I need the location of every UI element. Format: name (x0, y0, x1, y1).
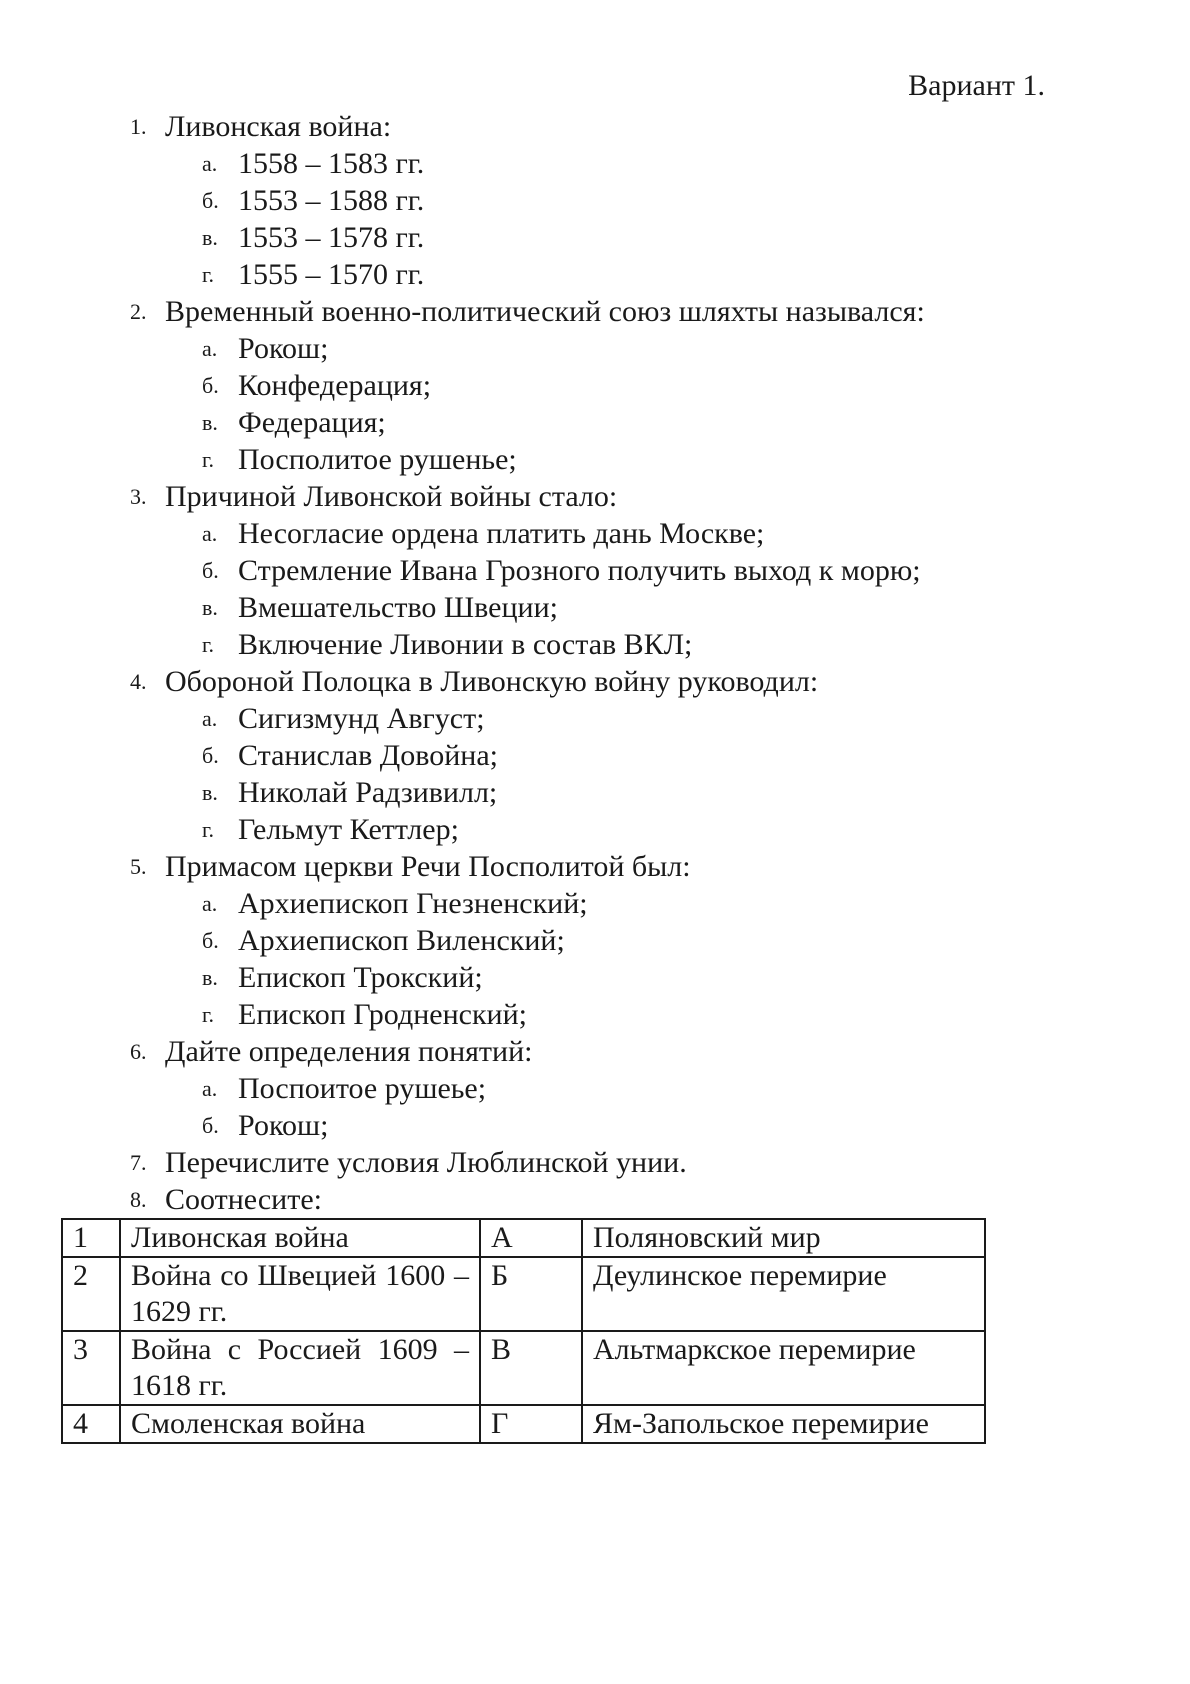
option-2c (0, 404, 1190, 441)
option-letter: в. (202, 780, 218, 805)
matching-table (61, 1218, 986, 1444)
question-text: Соотнесите: (165, 1183, 322, 1216)
option-text: Поспоитое рушеье; (238, 1072, 487, 1105)
result-letter: Г (480, 1405, 582, 1443)
question-number: 4. (130, 669, 147, 694)
option-5d (0, 996, 1190, 1033)
option-text: Вмешательство Швеции; (238, 591, 558, 624)
option-text: Рокош; (238, 1109, 329, 1142)
option-3d (0, 626, 1190, 663)
option-5c (0, 959, 1190, 996)
question-text: Временный военно-политический союз шляхты назывался: (165, 295, 925, 328)
result-letter: В (480, 1331, 582, 1405)
option-1a (0, 145, 1190, 182)
option-letter: в. (202, 965, 218, 990)
question-number: 7. (130, 1150, 147, 1175)
option-text: 1555 – 1570 гг. (238, 258, 425, 291)
option-6b (0, 1107, 1190, 1144)
option-4b (0, 737, 1190, 774)
option-2d (0, 441, 1190, 478)
option-letter: б. (202, 743, 219, 768)
option-text: Включение Ливонии в состав ВКЛ; (238, 628, 693, 661)
variant-title: Вариант 1. (908, 69, 1045, 102)
option-4a (0, 700, 1190, 737)
treaty-name: Деулинское перемирие (582, 1257, 985, 1331)
option-text: Епископ Трокский; (238, 961, 483, 994)
option-letter: в. (202, 225, 218, 250)
option-text: Епископ Гродненский; (238, 998, 527, 1031)
question-text: Примасом церкви Речи Посполитой был: (165, 850, 691, 883)
option-text: Посполитое рушенье; (238, 443, 517, 476)
row-number: 3 (62, 1331, 120, 1405)
option-letter: г. (202, 447, 215, 472)
option-letter: б. (202, 558, 219, 583)
option-letter: в. (202, 595, 218, 620)
question-3 (0, 478, 1190, 515)
war-name: Война с Россией 1609 – 1618 гг. (120, 1331, 480, 1405)
question-number: 5. (130, 854, 147, 879)
question-text: Ливонская война: (165, 110, 392, 143)
question-text: Причиной Ливонской войны стало: (165, 480, 618, 513)
question-5 (0, 848, 1190, 885)
question-7 (0, 1144, 1190, 1181)
option-letter: а. (202, 1076, 218, 1101)
question-number: 6. (130, 1039, 147, 1064)
question-text: Перечислите условия Люблинской унии. (165, 1146, 687, 1179)
option-1c (0, 219, 1190, 256)
option-letter: а. (202, 336, 218, 361)
treaty-name: Альтмаркское перемирие (582, 1331, 985, 1405)
option-letter: б. (202, 188, 219, 213)
question-8 (0, 1181, 1190, 1218)
option-letter: а. (202, 706, 218, 731)
war-name: Война со Швецией 1600 – 1629 гг. (120, 1257, 480, 1331)
option-text: Архиепископ Гнезненский; (238, 887, 588, 920)
option-5b (0, 922, 1190, 959)
option-text: Рокош; (238, 332, 329, 365)
option-text: Станислав Довойна; (238, 739, 498, 772)
question-4 (0, 663, 1190, 700)
option-letter: б. (202, 1113, 219, 1138)
result-letter: А (480, 1219, 582, 1257)
option-4c (0, 774, 1190, 811)
option-2a (0, 330, 1190, 367)
option-letter: а. (202, 521, 218, 546)
option-letter: г. (202, 262, 215, 287)
table-row (62, 1219, 985, 1257)
option-4d (0, 811, 1190, 848)
war-name: Ливонская война (120, 1219, 480, 1257)
treaty-name: Ям-Запольское перемирие (582, 1405, 985, 1443)
question-number: 3. (130, 484, 147, 509)
option-3b (0, 552, 1190, 589)
option-text: Стремление Ивана Грозного получить выход к морю; (238, 554, 921, 587)
table-row (62, 1331, 985, 1405)
option-text: Сигизмунд Август; (238, 702, 485, 735)
option-1b (0, 182, 1190, 219)
option-1d (0, 256, 1190, 293)
option-letter: а. (202, 891, 218, 916)
question-number: 1. (130, 114, 147, 139)
question-text: Обороной Полоцка в Ливонскую войну руководил: (165, 665, 819, 698)
treaty-name: Поляновский мир (582, 1219, 985, 1257)
question-2 (0, 293, 1190, 330)
option-letter: г. (202, 1002, 215, 1027)
option-5a (0, 885, 1190, 922)
option-letter: б. (202, 373, 219, 398)
row-number: 1 (62, 1219, 120, 1257)
option-6a (0, 1070, 1190, 1107)
question-list (0, 108, 1190, 1218)
option-letter: г. (202, 632, 215, 657)
option-text: Гельмут Кеттлер; (238, 813, 459, 846)
option-text: 1558 – 1583 гг. (238, 147, 425, 180)
option-letter: в. (202, 410, 218, 435)
question-number: 2. (130, 299, 147, 324)
row-number: 4 (62, 1405, 120, 1443)
question-6 (0, 1033, 1190, 1070)
option-2b (0, 367, 1190, 404)
option-text: 1553 – 1578 гг. (238, 221, 425, 254)
option-text: Несогласие ордена платить дань Москве; (238, 517, 765, 550)
result-letter: Б (480, 1257, 582, 1331)
row-number: 2 (62, 1257, 120, 1331)
war-name: Смоленская война (120, 1405, 480, 1443)
table-row (62, 1405, 985, 1443)
option-letter: б. (202, 928, 219, 953)
option-text: Архиепископ Виленский; (238, 924, 565, 957)
option-text: Федерация; (238, 406, 386, 439)
option-3a (0, 515, 1190, 552)
option-letter: г. (202, 817, 215, 842)
question-number: 8. (130, 1187, 147, 1212)
table-row (62, 1257, 985, 1331)
option-text: 1553 – 1588 гг. (238, 184, 425, 217)
option-text: Николай Радзивилл; (238, 776, 498, 809)
option-text: Конфедерация; (238, 369, 432, 402)
question-1 (0, 108, 1190, 145)
question-text: Дайте определения понятий: (165, 1035, 533, 1068)
option-3c (0, 589, 1190, 626)
option-letter: а. (202, 151, 218, 176)
